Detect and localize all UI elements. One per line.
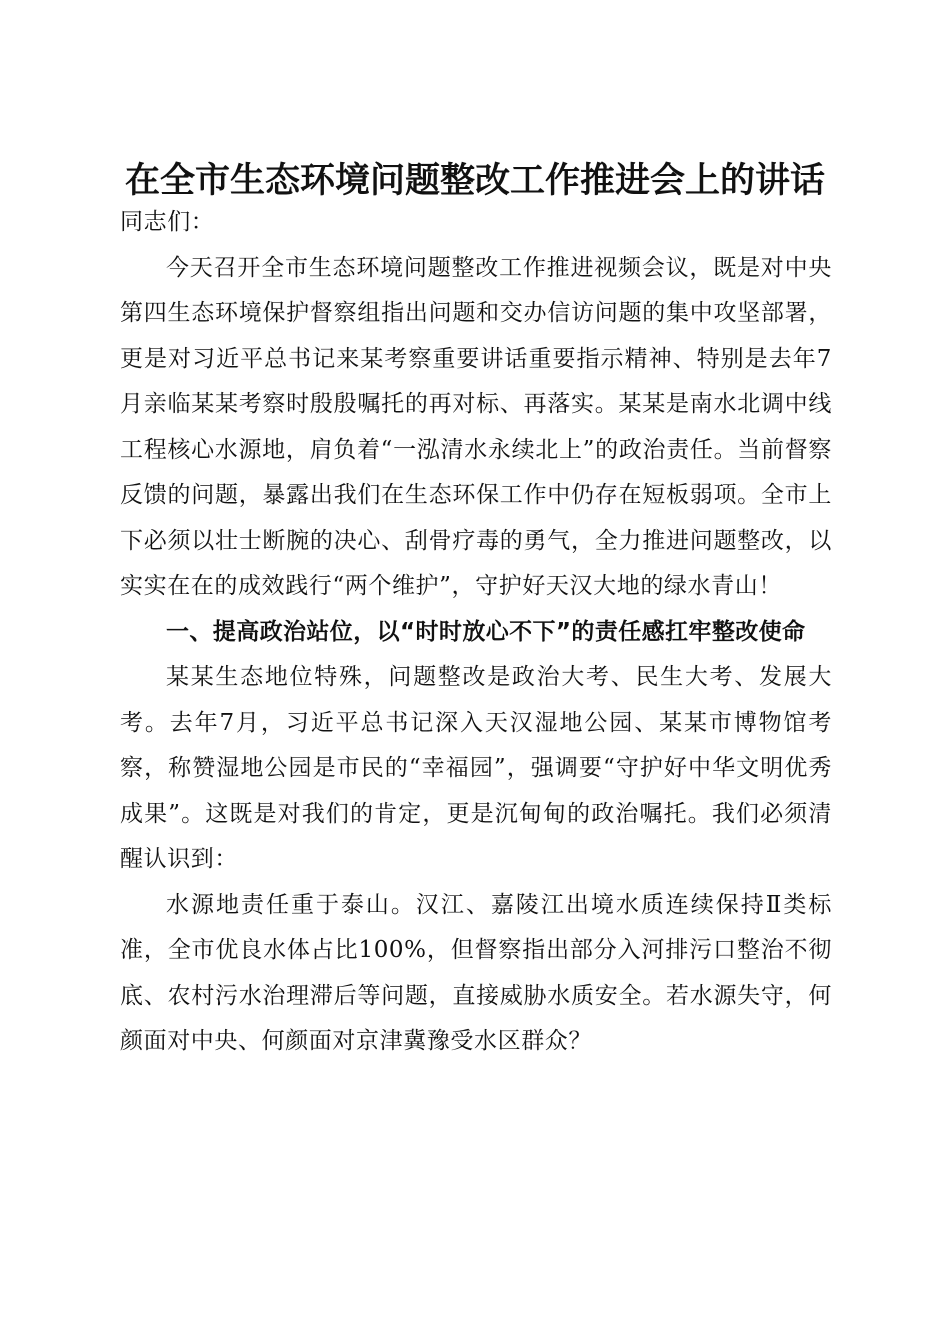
document-body — [120, 200, 832, 1065]
intro-paragraph: 今天召开全市生态环境问题整改工作推进视频会议，既是对中央第四生态环境保护督察组指出问题和交办信访问题的集中攻坚部署，更是对习近平总书记来某考察重要讲话重要指示精神、特别是去年7月亲临某某考察时殷殷嘱托的再对标、再落实。某某是南水北调中线工程核心水源地，肩负着“一泓清水永续北上”的政治责任。当前督察反馈的问题，暴露出我们在生态环保工作中仍存在短板弱项。全市上下必须以壮士断腕的决心、刮骨疗毒的勇气，全力推进问题整改，以实实在在的成效践行“两个维护”，守护好天汉大地的绿水青山！ — [120, 254, 832, 599]
section-heading: 一、提高政治站位，以“时时放心不下”的责任感扛牢整改使命 — [166, 618, 806, 645]
document-title: 在全市生态环境问题整改工作推进会上的讲话 — [124, 160, 825, 202]
section-paragraph: 某某生态地位特殊，问题整改是政治大考、民生大考、发展大考。去年7月，习近平总书记深入天汉湿地公园、某某市博物馆考察，称赞湿地公园是市民的“幸福园”，强调要“守护好中华文明优秀成果”。这既是对我们的肯定，更是沉甸甸的政治嘱托。我们必须清醒认识到： — [120, 664, 832, 872]
salutation: 同志们： — [120, 209, 215, 235]
section-paragraph: 水源地责任重于泰山。汉江、嘉陵江出境水质连续保持Ⅱ类标准，全市优良水体占比100%，但督察指出部分入河排污口整治不彻底、农村污水治理滞后等问题，直接威胁水质安全。若水源失守，何颜面对中央、何颜面对京津冀豫受水区群众？ — [120, 891, 832, 1054]
